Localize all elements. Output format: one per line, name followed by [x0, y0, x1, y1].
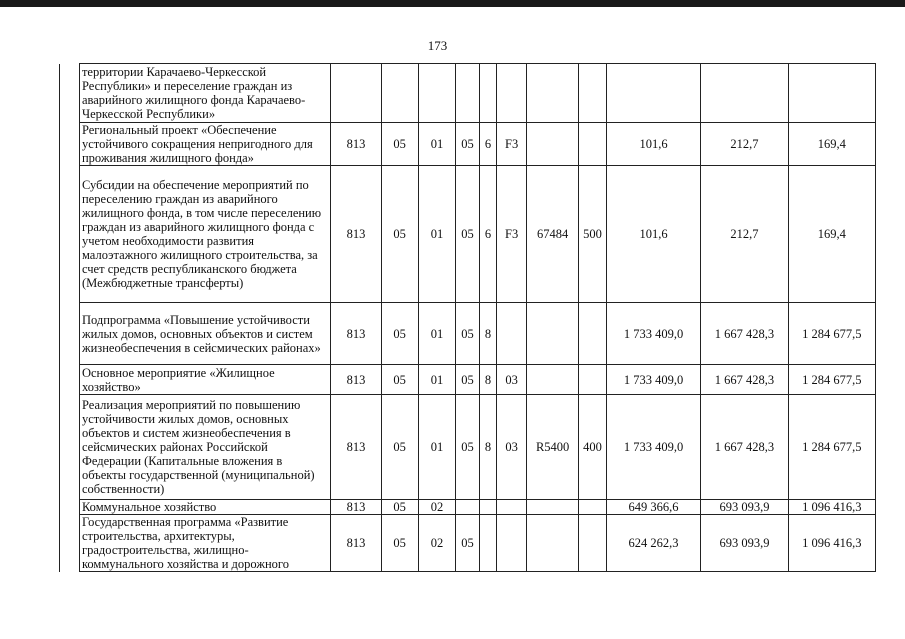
- cell-cs1: 05: [456, 303, 479, 365]
- table-row: [60, 515, 876, 572]
- cell-cs2: 6: [479, 123, 497, 166]
- row-margin-cell: [60, 166, 80, 303]
- cell-s2: 693 093,9: [701, 515, 788, 572]
- table-row: [60, 365, 876, 395]
- cell-vr: [579, 123, 606, 166]
- cell-s3: 1 284 677,5: [788, 365, 875, 395]
- cell-cs2: 8: [479, 365, 497, 395]
- cell-gr: 813: [331, 395, 381, 500]
- cell-pr: [418, 64, 456, 123]
- cell-cs4: [526, 515, 579, 572]
- scan-top-border: [0, 0, 905, 7]
- cell-rz: 05: [381, 365, 418, 395]
- cell-cs3: 03: [497, 365, 526, 395]
- cell-s1: 624 262,3: [606, 515, 701, 572]
- cell-cs1: 05: [456, 515, 479, 572]
- cell-rz: 05: [381, 395, 418, 500]
- cell-cs2: 6: [479, 166, 497, 303]
- cell-cs1: [456, 500, 479, 515]
- table-row: [60, 303, 876, 365]
- cell-cs4: R5400: [526, 395, 579, 500]
- cell-s3: 1 284 677,5: [788, 303, 875, 365]
- cell-cs1: 05: [456, 365, 479, 395]
- cell-s3: 1 096 416,3: [788, 500, 875, 515]
- row-margin-cell: [60, 500, 80, 515]
- row-name: Субсидии на обеспечение мероприятий по переселению граждан из аварийного жилищного фонда, в том числе переселению граждан из аварийного жилищного фонда с учетом необходимости развития малоэтажного жилищного строительства, за счет средств республиканского бюджета (Межбюджетные трансферты): [79, 166, 330, 303]
- row-margin-cell: [60, 64, 80, 123]
- cell-pr: 01: [418, 166, 456, 303]
- cell-s1: 649 366,6: [606, 500, 701, 515]
- cell-vr: [579, 64, 606, 123]
- row-margin-cell: [60, 365, 80, 395]
- row-name: Основное мероприятие «Жилищное хозяйство»: [79, 365, 330, 395]
- cell-pr: 02: [418, 515, 456, 572]
- cell-gr: 813: [331, 303, 381, 365]
- cell-s2: 1 667 428,3: [701, 303, 788, 365]
- cell-s1: [606, 64, 701, 123]
- cell-vr: [579, 303, 606, 365]
- cell-s3: 169,4: [788, 166, 875, 303]
- cell-rz: 05: [381, 515, 418, 572]
- table-row: [60, 395, 876, 500]
- table-row: [60, 123, 876, 166]
- cell-rz: 05: [381, 166, 418, 303]
- cell-cs4: [526, 365, 579, 395]
- row-margin-cell: [60, 515, 80, 572]
- cell-cs3: [497, 64, 526, 123]
- table-row: [60, 64, 876, 123]
- cell-cs4: 67484: [526, 166, 579, 303]
- row-name: территории Карачаево-Черкесской Республики» и переселение граждан из аварийного жилищного фонда Карачаево-Черкесской Республики»: [79, 64, 330, 123]
- cell-cs2: 8: [479, 303, 497, 365]
- row-margin-cell: [60, 303, 80, 365]
- row-margin-cell: [60, 395, 80, 500]
- cell-cs2: [479, 500, 497, 515]
- cell-vr: [579, 500, 606, 515]
- cell-s2: 1 667 428,3: [701, 395, 788, 500]
- cell-gr: 813: [331, 365, 381, 395]
- cell-cs4: [526, 500, 579, 515]
- cell-cs4: [526, 303, 579, 365]
- cell-s2: 1 667 428,3: [701, 365, 788, 395]
- cell-cs3: F3: [497, 166, 526, 303]
- page-number: 173: [427, 38, 448, 53]
- row-name: Коммунальное хозяйство: [79, 500, 330, 515]
- table-row: [60, 166, 876, 303]
- cell-s2: 212,7: [701, 166, 788, 303]
- cell-s2: 693 093,9: [701, 500, 788, 515]
- cell-s3: 169,4: [788, 123, 875, 166]
- cell-cs2: [479, 515, 497, 572]
- budget-table: [59, 63, 876, 572]
- cell-pr: 01: [418, 395, 456, 500]
- cell-cs4: [526, 64, 579, 123]
- cell-cs2: 8: [479, 395, 497, 500]
- cell-cs3: 03: [497, 395, 526, 500]
- cell-s1: 1 733 409,0: [606, 395, 701, 500]
- cell-pr: 01: [418, 365, 456, 395]
- table-row: [60, 500, 876, 515]
- cell-pr: 02: [418, 500, 456, 515]
- cell-rz: [381, 64, 418, 123]
- cell-gr: 813: [331, 123, 381, 166]
- cell-pr: 01: [418, 303, 456, 365]
- cell-s1: 1 733 409,0: [606, 365, 701, 395]
- cell-cs3: F3: [497, 123, 526, 166]
- cell-vr: [579, 365, 606, 395]
- cell-pr: 01: [418, 123, 456, 166]
- cell-s3: [788, 64, 875, 123]
- row-name: Государственная программа «Развитие строительства, архитектуры, градостроительства, жилищно-коммунального хозяйства и дорожного: [79, 515, 330, 572]
- cell-gr: 813: [331, 515, 381, 572]
- cell-cs1: 05: [456, 395, 479, 500]
- cell-gr: [331, 64, 381, 123]
- cell-cs3: [497, 500, 526, 515]
- cell-cs1: 05: [456, 166, 479, 303]
- cell-cs3: [497, 303, 526, 365]
- cell-cs1: [456, 64, 479, 123]
- cell-gr: 813: [331, 166, 381, 303]
- cell-cs4: [526, 123, 579, 166]
- cell-vr: 500: [579, 166, 606, 303]
- cell-rz: 05: [381, 303, 418, 365]
- cell-rz: 05: [381, 500, 418, 515]
- cell-s2: [701, 64, 788, 123]
- row-name: Реализация мероприятий по повышению устойчивости жилых домов, основных объектов и систем жизнеобеспечения в сейсмических районах Российской Федерации (Капитальные вложения в объекты государственной (муниципальной) собственности): [79, 395, 330, 500]
- cell-s3: 1 284 677,5: [788, 395, 875, 500]
- cell-cs3: [497, 515, 526, 572]
- cell-s1: 101,6: [606, 123, 701, 166]
- row-name: Региональный проект «Обеспечение устойчивого сокращения непригодного для проживания жилищного фонда»: [79, 123, 330, 166]
- cell-cs1: 05: [456, 123, 479, 166]
- cell-vr: 400: [579, 395, 606, 500]
- cell-rz: 05: [381, 123, 418, 166]
- cell-s3: 1 096 416,3: [788, 515, 875, 572]
- row-margin-cell: [60, 123, 80, 166]
- cell-cs2: [479, 64, 497, 123]
- cell-s2: 212,7: [701, 123, 788, 166]
- cell-vr: [579, 515, 606, 572]
- cell-s1: 1 733 409,0: [606, 303, 701, 365]
- cell-gr: 813: [331, 500, 381, 515]
- cell-s1: 101,6: [606, 166, 701, 303]
- row-name: Подпрограмма «Повышение устойчивости жилых домов, основных объектов и систем жизнеобеспечения в сейсмических районах»: [79, 303, 330, 365]
